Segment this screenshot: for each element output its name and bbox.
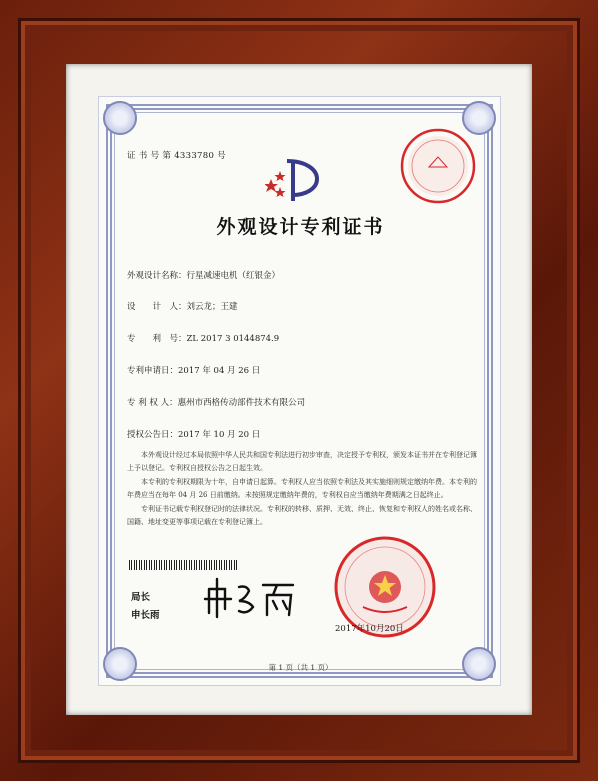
body-paragraph: 专利证书记载专利权登记时的法律状况。专利权的转移、质押、无效、终止、恢复和专利权人的姓名或名称、国籍、地址变更等事项记载在专利登记簿上。: [127, 505, 477, 526]
patent-certificate: [98, 96, 501, 686]
publisher-seal-icon: [399, 127, 477, 205]
handwritten-signature-icon: [203, 571, 299, 621]
patentee-field: 专 利 权 人：惠州市西格传动部件技术有限公司: [127, 398, 306, 408]
certificate-body: [127, 449, 479, 530]
design-name-field: 外观设计名称：行星减速电机（红银金）: [127, 271, 281, 281]
seal-date: 2017年10月20日: [335, 624, 404, 634]
certificate-number: 证 书 号 第 4333780 号: [127, 151, 226, 161]
page-number: 第 1 页（共 1 页）: [268, 663, 333, 672]
filing-date-field: 专利申请日：2017 年 04 月 26 日: [127, 366, 261, 376]
body-paragraph: 本外观设计经过本局依照中华人民共和国专利法进行初步审查，决定授予专利权，颁发本证书并在专利登记簿上予以登记。专利权自授权公告之日起生效。: [127, 451, 477, 472]
patent-office-logo-icon: [265, 157, 323, 203]
body-paragraph: 本专利的专利权期限为十年，自申请日起算。专利权人应当依照专利法及其实施细则规定缴纳年费。本专利的年费应当在每年 04 月 26 日前缴纳。未按照规定缴纳年费的，专利权自应当缴纳年费期满之日起终止。: [127, 478, 477, 499]
patent-number-field: 专 利 号：ZL 2017 3 0144874.9: [127, 334, 280, 344]
director-name: 申长雨: [131, 610, 160, 621]
grant-date-field: 授权公告日：2017 年 10 月 20 日: [127, 430, 261, 440]
barcode: [129, 560, 239, 570]
certificate-title: 外观设计专利证书: [216, 216, 385, 238]
corner-ornament-icon: [103, 101, 137, 135]
designer-field: 设 计 人：刘云龙；王建: [127, 302, 238, 312]
director-title: 局长: [131, 592, 151, 603]
